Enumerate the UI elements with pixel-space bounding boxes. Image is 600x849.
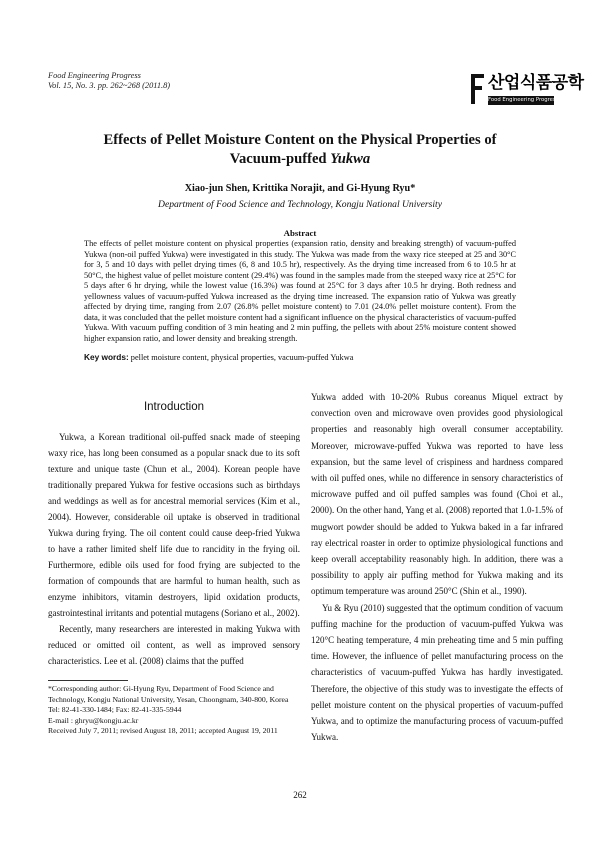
keywords-label: Key words: [84, 352, 129, 362]
title-line-2 [60, 150, 540, 169]
page-number: 262 [293, 790, 307, 800]
journal-citation: Vol. 15, No. 3. pp. 262~268 (2011.8) [48, 81, 171, 90]
authors: Xiao-jun Shen, Krittika Norajit, and Gi-Hyung Ryu* [184, 183, 416, 194]
received-dates: Received July 7, 2011; revised August 18, 2011; accepted August 19, 2011 [48, 726, 278, 735]
journal-header [48, 71, 170, 91]
paragraph: Recently, many researchers are interested in making Yukwa with reduced or omitted oil content, as well as improved sensory characteristics. Lee et al. (2008) claims that the puffed [48, 624, 300, 666]
paragraph: Yu & Ryu (2010) suggested that the optimum condition of vacuum puffing machine for the production of vacuum-puffed Yukwa was 120°C heating temperature, 4 min preheating time and 5 min puffing time. However, the influence of pellet manufacturing process on the characteristics of vacuum-puffed Yukwa has hardly investigated. Therefore, the objective of this study was to investigate the effects of pellet moisture content on the physical properties of vacuum-puffed Yukwa, and to optimize the manufacturing process of vacuum-puffed Yukwa. [311, 602, 563, 743]
contact-email: E-mail : ghryu@kongju.ac.kr [48, 715, 139, 725]
title-line-1: Effects of Pellet Moisture Content on the Physical Properties of [103, 132, 497, 148]
keywords [84, 352, 516, 363]
section-heading-introduction: Introduction [143, 401, 205, 413]
journal-name: Food Engineering Progress [48, 71, 141, 80]
footnote-divider [48, 680, 128, 681]
right-column [311, 389, 563, 745]
logo-english-text: Food Engineering Progress [488, 97, 559, 103]
abstract-heading: Abstract [283, 228, 317, 238]
logo-korean-text: 산업식품공학 [488, 73, 584, 93]
keywords-text: pellet moisture content, physical properties, vacuum-puffed Yukwa [128, 353, 354, 362]
paper-title [60, 131, 540, 169]
journal-logo [470, 72, 584, 106]
paragraph: Yukwa added with 10-20% Rubus coreanus Miquel extract by convection oven and microwave oven provides good physiological properties and reasonably high overall consumer acceptability. Moreover, microwave-puffed Yukwa was reported to have less expansion, but the same level of crispiness and hardness compared with oil puffed ones, while no difference in sensory characteristics of microwave puffed and oil puffed samples was found (Choi et al., 2000). On the other hand, Yang et al. (2008) reported that 1.0-1.5% of mugwort powder should be added to Yukwa baked in a far infrared ray electrical roaster in order to optimize physiological functions and keep overall acceptability reasonably high. In addition, there was a possibility to apply air puffing method for Yukwa making and its optimum temperature was around 250°C (Shin et al., 1990). [311, 392, 563, 597]
affiliation: Department of Food Science and Technology, Kongju National University [158, 199, 442, 210]
abstract-text: The effects of pellet moisture content on physical properties (expansion ratio, density and breaking strength) of vacuum-puffed Yukwa (non-oil puffed Yukwa) were investigated in this study. The Yukwa was made from the waxy rice steeped at 25 and 30°C for 3, 5 and 10 days with pellet drying times (6, 8 and 10.5 hr), respectively. As the drying time increased from 6 to 10.5 hr at 50°C, the highest value of pellet moisture content (29.4%) was found in the samples made from the steeped waxy rice at 25°C for 5 days after 6 hr drying, while the lowest value (16.3%) was found at 25°C for 3 days after 10.5 hr drying. Both redness and yellowness values of vacuum-puffed Yukwa increased as the drying time increased. The expansion ratio of Yukwa was greatly affected by drying time, ranging from 2.07 (26.8% pellet moisture content) to 7.01 (24.0% pellet moisture content). From the data, it was concluded that the pellet moisture content had a significant influence on the physical characteristics of vacuum-puffed Yukwa. With vacuum puffing condition of 3 min heating and 2 min puffing, the pellets with about 25% moisture content showed higher expansion ratio, and lower density and breaking strength. [84, 239, 516, 343]
logo-mark-icon [470, 72, 486, 106]
corresponding-author: *Corresponding author: Gi-Hyung Ryu, Department of Food Science and Technology, Kongju National University, Yesan, Choongnam, 340-800, Korea [48, 684, 289, 704]
left-column [48, 395, 300, 669]
title-line-2-text: Vacuum-puffed [229, 151, 331, 167]
contact-phone: Tel: 82-41-330-1484; Fax: 82-41-335-5944 [48, 705, 182, 714]
footnote [48, 684, 300, 737]
title-italic: Yukwa [330, 151, 371, 167]
paragraph: Yukwa, a Korean traditional oil-puffed snack made of steeping waxy rice, has long been consumed as a popular snack due to its soft texture and unique taste (Chun et al., 2004). Korean people have traditionally prepared Yukwa for festive occasions such as birthdays and weddings as well as for ancestral memorial services (Kim et al., 2004). However, considerable oil uptake is observed in traditional Yukwa during frying. The oil content could cause deep-fried Yukwa to have a rather limited shelf life due to rancidity in the frying oil. Furthermore, edible oils used for food frying are subjected to the formation of compounds that are harmful to human health, such as enzyme inhibitors, vitamin destroyers, lipid oxidation products, gastrointestinal irritants and potential mutagens (Soriano et al., 2002). [48, 432, 300, 618]
